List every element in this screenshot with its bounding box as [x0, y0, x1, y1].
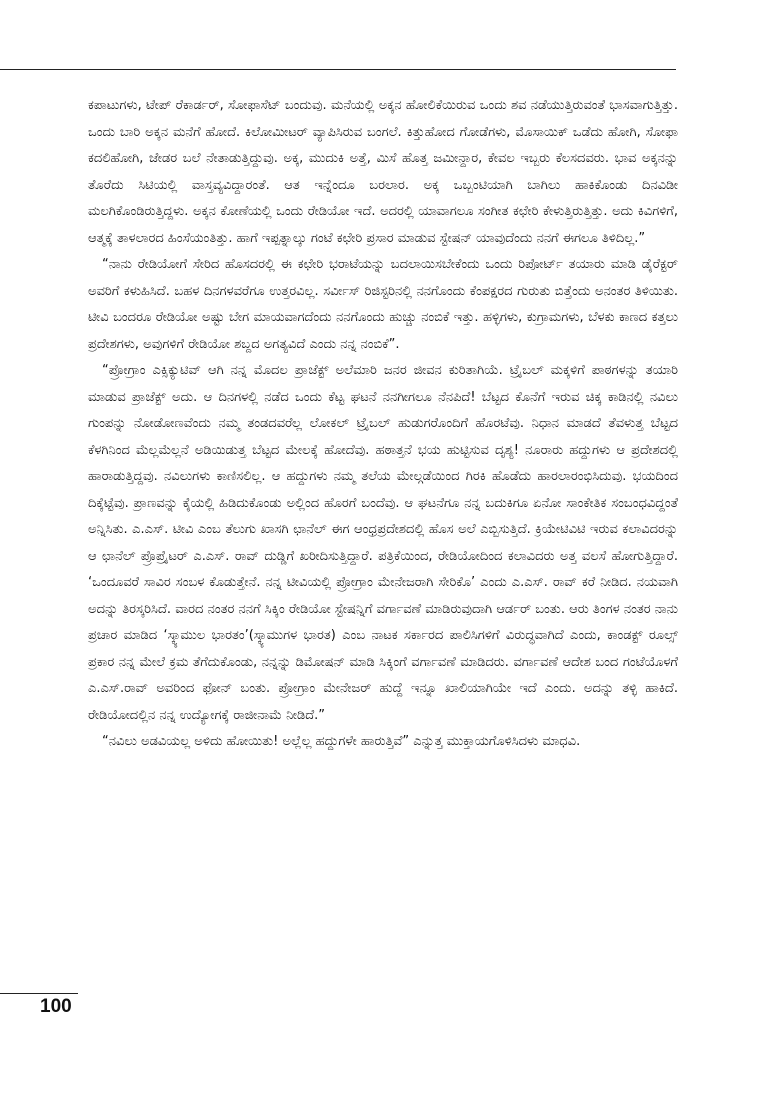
- footer-rule: [0, 993, 78, 994]
- paragraph-2: “ನಾನು ರೇಡಿಯೋಗೆ ಸೇರಿದ ಹೊಸದರಲ್ಲಿ ಈ ಕಛೇರಿ ಭರಾಟೆಯನ್ನು ಬದಲಾಯಿಸಬೇಕೆಂದು ಒಂದು ರಿಪೋರ್ಟ್ ತಯಾರು ಮಾಡಿ ಡೈರೆಕ್ಟರ್ ಅವರಿಗೆ ಕಳುಹಿಸಿದೆ. ಬಹಳ ದಿನಗಳವರೆಗೂ ಉತ್ತರವಿಲ್ಲ. ಸರ್ವೀಸ್ ರಿಜಿಸ್ಟರಿನಲ್ಲಿ ನನಗೊಂದು ಕೆಂಪಕ್ಷರದ ಗುರುತು ಬಿತ್ತೆಂದು ಅನಂತರ ತಿಳಿಯಿತು. ಟೀವಿ ಬಂದರೂ ರೇಡಿಯೋ ಅಷ್ಟು ಬೇಗ ಮಾಯವಾಗದೆಂದು ನನಗೊಂದು ಹುಚ್ಚು ನಂಬಿಕೆ ಇತ್ತು. ಹಳ್ಳಿಗಳು, ಕುಗ್ರಾಮಗಳು, ಬೆಳಕು ಕಾಣದ ಕತ್ತಲು ಪ್ರದೇಶಗಳು, ಅವುಗಳಿಗೆ ರೇಡಿಯೋ ಶಬ್ದದ ಅಗತ್ಯವಿದೆ ಎಂದು ನನ್ನ ನಂಬಿಕೆ”.: [88, 257, 678, 352]
- paragraph-4: “ನವಿಲು ಅಡವಿಯಲ್ಲ ಅಳಿದು ಹೋಯಿತು! ಅಲ್ಲೆಲ್ಲ ಹದ್ದುಗಳೇ ಹಾರುತ್ತಿವೆ” ಎನ್ನುತ್ತ ಮುಕ್ತಾಯಗೊಳಿಸಿದಳು ಮಾಧವಿ.: [102, 734, 581, 749]
- page-number: 100: [40, 996, 72, 1017]
- paragraph-1: ಕಪಾಟುಗಳು, ಟೇಪ್ ರೆಕಾರ್ಡರ್, ಸೋಫಾಸೆಟ್ ಬಂದುವು. ಮನೆಯಲ್ಲಿ ಅಕ್ಕನ ಹೋಲಿಕೆಯಿರುವ ಒಂದು ಶವ ನಡೆಯುತ್ತಿರುವಂತೆ ಭಾಸವಾಗುತ್ತಿತ್ತು. ಒಂದು ಬಾರಿ ಅಕ್ಕನ ಮನೆಗೆ ಹೋದೆ. ಕಿಲೋಮೀಟರ್ ವ್ಯಾಪಿಸಿರುವ ಬಂಗಲೆ. ಕಿತ್ತುಹೋದ ಗೋಡೆಗಳು, ಮೊಸಾಯಿಕ್ ಒಡೆದು ಹೋಗಿ, ಸೋಫಾ ಕದಲಿಹೋಗಿ, ಜೇಡರ ಬಲೆ ನೇತಾಡುತ್ತಿದ್ದುವು. ಅಕ್ಕ, ಮುದುಕಿ ಅತ್ತೆ, ಮಿಸೆ ಹೊತ್ತ ಜಮೀನ್ದಾರ, ಕೇವಲ ಇಬ್ಬರು ಕೆಲಸದವರು. ಭಾವ ಅಕ್ಕನನ್ನು ತೊರೆದು ಸಿಟಿಯಲ್ಲಿ ವಾಸ್ತವ್ಯವಿದ್ದಾರಂತೆ. ಆತ ಇನ್ನೆಂದೂ ಬರಲಾರ. ಅಕ್ಕ ಒಬ್ಬಂಟಿಯಾಗಿ ಬಾಗಿಲು ಹಾಕಿಕೊಂಡು ದಿನವಿಡೀ ಮಲಗಿಕೊಂಡಿರುತ್ತಿದ್ದಳು. ಅಕ್ಕನ ಕೋಣೆಯಲ್ಲಿ ಒಂದು ರೇಡಿಯೋ ಇದೆ. ಅದರಲ್ಲಿ ಯಾವಾಗಲೂ ಸಂಗೀತ ಕಛೇರಿ ಕೇಳುತ್ತಿರುತ್ತಿತ್ತು. ಅದು ಕಿವಿಗಳಿಗೆ, ಆತ್ಮಕ್ಕೆ ತಾಳಲಾರದ ಹಿಂಸೆಯಂತಿತ್ತು. ಹಾಗೆ ಇಪ್ಪತ್ನಾಲ್ಕು ಗಂಟೆ ಕಛೇರಿ ಪ್ರಸಾರ ಮಾಡುವ ಸ್ಟೇಷನ್ ಯಾವುದೆಂದು ನನಗೆ ಈಗಲೂ ತಿಳಿದಿಲ್ಲ.”: [88, 98, 678, 246]
- header-rule: [0, 69, 676, 70]
- body-text: [88, 93, 678, 756]
- paragraph-3: “ಪ್ರೋಗ್ರಾಂ ಎಕ್ಸಿಕ್ಯುಟಿವ್ ಆಗಿ ನನ್ನ ಮೊದಲ ಪ್ರಾಜೆಕ್ಟ್ ಅಲೆಮಾರಿ ಜನರ ಜೀವನ ಕುರಿತಾಗಿಯೆ. ಟ್ರೈಬಲ್ ಮಕ್ಕಳಿಗೆ ಪಾಠಗಳನ್ನು ತಯಾರಿ ಮಾಡುವ ಪ್ರಾಜೆಕ್ಟ್ ಅದು. ಆ ದಿನಗಳಲ್ಲಿ ನಡೆದ ಒಂದು ಕೆಟ್ಟ ಘಟನೆ ನನಗೀಗಲೂ ನೆನಪಿದೆ! ಬೆಟ್ಟದ ಕೊನೆಗೆ ಇರುವ ಚಿಕ್ಕ ಕಾಡಿನಲ್ಲಿ ನವಿಲು ಗುಂಪನ್ನು ನೋಡೋಣವೆಂದು ನಮ್ಮ ತಂಡದವರೆಲ್ಲ ಲೋಕಲ್ ಟ್ರೈಬಲ್ ಹುಡುಗರೊಂದಿಗೆ ಹೊರಟೆವು. ನಿಧಾನ ಮಾಡದೆ ತೆವಳುತ್ತ ಬೆಟ್ಟದ ಕೆಳಗಿನಿಂದ ಮೆಲ್ಲಮೆಲ್ಲನೆ ಅಡಿಯಿಡುತ್ತ ಬೆಟ್ಟದ ಮೇಲಕ್ಕೆ ಹೋದೆವು. ಹಠಾತ್ತನೆ ಭಯ ಹುಟ್ಟಿಸುವ ದೃಶ್ಯ! ನೂರಾರು ಹದ್ದುಗಳು ಆ ಪ್ರದೇಶದಲ್ಲಿ ಹಾರಾಡುತ್ತಿದ್ದವು. ನವಿಲುಗಳು ಕಾಣಿಸಲಿಲ್ಲ. ಆ ಹದ್ದುಗಳು ನಮ್ಮ ತಲೆಯ ಮೇಲ್ಗಡೆಯಿಂದ ಗಿರಕಿ ಹೊಡೆದು ಹಾರಲಾರಂಭಿಸಿದುವು. ಭಯದಿಂದ ದಿಕ್ಕೆಟ್ಟೆವು. ಪ್ರಾಣವನ್ನು ಕೈಯಲ್ಲಿ ಹಿಡಿದುಕೊಂಡು ಅಲ್ಲಿಂದ ಹೊರಗೆ ಬಂದೆವು. ಆ ಘಟನೆಗೂ ನನ್ನ ಬದುಕಿಗೂ ಏನೋ ಸಾಂಕೇತಿಕ ಸಂಬಂಧವಿದ್ದಂತೆ ಅನ್ನಿಸಿತು. ಎ.ಎಸ್. ಟೀವಿ ಎಂಬ ತೆಲುಗು ಖಾಸಗಿ ಛಾನೆಲ್ ಈಗ ಆಂಧ್ರಪ್ರದೇಶದಲ್ಲಿ ಹೊಸ ಅಲೆ ಎಬ್ಬಿಸುತ್ತಿದೆ. ಕ್ರಿಯೇಟಿವಿಟಿ ಇರುವ ಕಲಾವಿದರನ್ನು ಆ ಛಾನೆಲ್ ಪ್ರೊಪ್ರೈಟರ್ ಎ.ಎಸ್. ರಾವ್ ದುಡ್ಡಿಗೆ ಖರೀದಿಸುತ್ತಿದ್ದಾರೆ. ಪತ್ರಿಕೆಯಿಂದ, ರೇಡಿಯೋದಿಂದ ಕಲಾವಿದರು ಅತ್ತ ವಲಸೆ ಹೋಗುತ್ತಿದ್ದಾರೆ. ‘ಒಂದೂವರೆ ಸಾವಿರ ಸಂಬಳ ಕೊಡುತ್ತೇನೆ. ನನ್ನ ಟೀವಿಯಲ್ಲಿ ಪ್ರೋಗ್ರಾಂ ಮೇನೇಜರಾಗಿ ಸೇರಿಕೊ’ ಎಂದು ಎ.ಎಸ್. ರಾವ್ ಕರೆ ನೀಡಿದ. ನಯವಾಗಿ ಅದನ್ನು ತಿರಸ್ಕರಿಸಿದೆ. ವಾರದ ನಂತರ ನನಗೆ ಸಿಕ್ಕಿಂ ರೇಡಿಯೋ ಸ್ಟೇಷನ್ನಿಗೆ ವರ್ಗಾವಣೆ ಮಾಡಿರುವುದಾಗಿ ಆರ್ಡರ್ ಬಂತು. ಆರು ತಿಂಗಳ ನಂತರ ನಾನು ಪ್ರಚಾರ ಮಾಡಿದ ‘ಸ್ಕ್ಯಾಮುಲ ಭಾರತಂ’(ಸ್ಕ್ಯಾಮುಗಳ ಭಾರತ) ಎಂಬ ನಾಟಕ ಸರ್ಕಾರದ ಪಾಲಿಸಿಗಳಿಗೆ ವಿರುದ್ಧವಾಗಿದೆ ಎಂದು, ಕಾಂಡಕ್ಟ್ ರೂಲ್ಸ್ ಪ್ರಕಾರ ನನ್ನ ಮೇಲೆ ಕ್ರಮ ತೆಗೆದುಕೊಂಡು, ನನ್ನನ್ನು ಡಿಮೋಷನ್ ಮಾಡಿ ಸಿಕ್ಕಿಂಗೆ ವರ್ಗಾವಣೆ ಮಾಡಿದರು. ವರ್ಗಾವಣೆ ಆದೇಶ ಬಂದ ಗಂಟೆಯೊಳಗೆ ಎ.ಎಸ್.ರಾವ್ ಅವರಿಂದ ಫೋನ್ ಬಂತು. ಪ್ರೋಗ್ರಾಂ ಮೇನೇಜರ್ ಹುದ್ದೆ ಇನ್ನೂ ಖಾಲಿಯಾಗಿಯೇ ಇದೆ ಎಂದು. ಅದನ್ನು ತಳ್ಳಿ ಹಾಕಿದೆ. ರೇಡಿಯೋದಲ್ಲಿನ ನನ್ನ ಉದ್ಯೋಗಕ್ಕೆ ರಾಜೀನಾಮೆ ನೀಡಿದೆ.”: [88, 363, 678, 723]
